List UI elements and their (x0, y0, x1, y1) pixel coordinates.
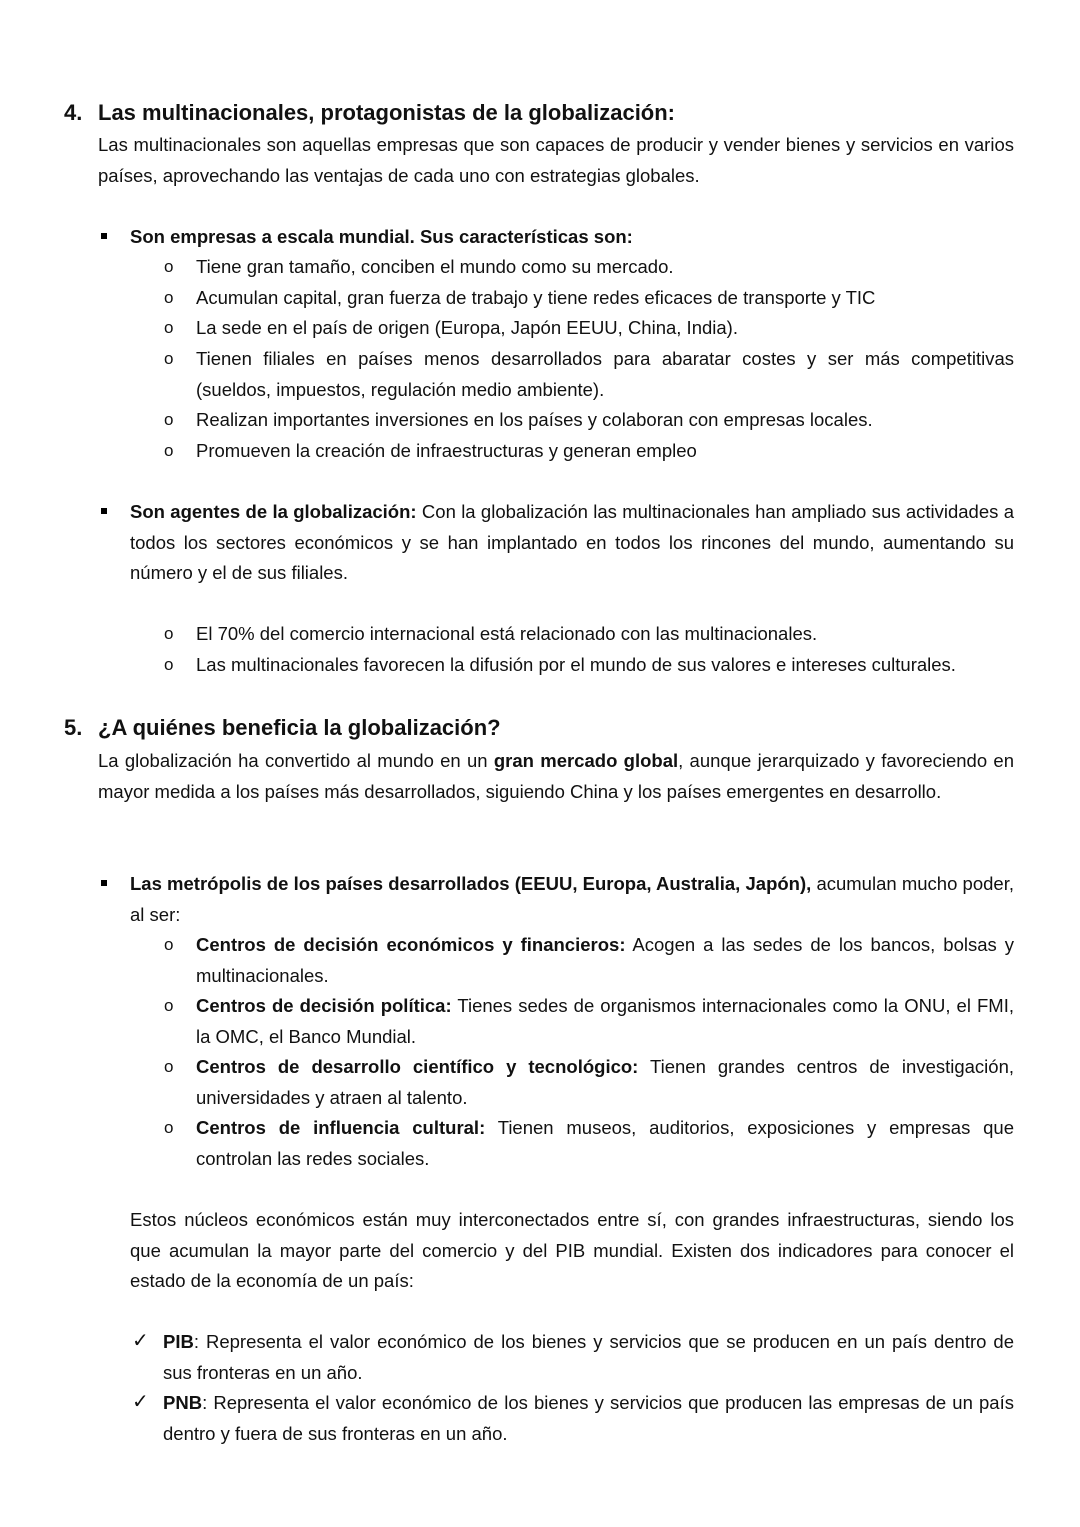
checkmark-icon: ✓ (132, 1391, 149, 1413)
section-5-intro (98, 746, 1014, 807)
list-item (196, 1052, 1014, 1113)
list-item (196, 1113, 1014, 1174)
item-term: Centros de decisión económicos y financieros: (196, 934, 626, 955)
item-text: Tienen museos, auditorios, exposiciones y empresas que controlan las redes sociales. (196, 1117, 1014, 1169)
closing-paragraph: Estos núcleos económicos están muy interconectados entre sí, con grandes infraestructuras, siendo los que acumulan la mayor parte del comercio y del PIB mundial. Existen dos indicadores para conocer el estado de la economía de un país: (130, 1209, 1014, 1291)
item-text: Tienen grandes centros de investigación, universidades y atraen al talento. (196, 1056, 1015, 1108)
indicator-text: : Representa el valor económico de los bienes y servicios que producen las empresas de un país dentro y fuera de sus fronteras en un año. (163, 1392, 1014, 1444)
section-number: 4. (64, 100, 83, 125)
list-item: Tiene gran tamaño, conciben el mundo como su mercado. (196, 256, 674, 277)
item-term: Centros de influencia cultural: (196, 1117, 486, 1138)
circle-bullet-icon: o (164, 318, 174, 337)
section-5-heading (64, 713, 501, 743)
circle-bullet-icon: o (164, 288, 174, 307)
circle-bullet-icon: o (164, 257, 174, 276)
list-item: El 70% del comercio internacional está relacionado con las multinacionales. (196, 623, 818, 644)
item-text: Tienes sedes de organismos internacionales como la ONU, el FMI, la OMC, el Banco Mundial. (196, 995, 1014, 1047)
indicator-text: : Representa el valor económico de los bienes y servicios que se producen en un país dentro de sus fronteras en un año. (163, 1331, 1014, 1383)
circle-bullet-icon: o (164, 1118, 174, 1137)
list-item: Realizan importantes inversiones en los países y colaboran con empresas locales. (196, 409, 873, 430)
item-text: Acogen a las sedes de los bancos, bolsas y multinacionales. (196, 934, 1014, 986)
section-4-intro: Las multinacionales son aquellas empresas que son capaces de producir y vender bienes y servicios en varios países, aprovechando las ventajas de cada uno con estrategias globales. (98, 134, 1014, 186)
square-bullet-icon (101, 233, 107, 239)
list-item (196, 930, 1014, 991)
square-bullet-icon (101, 508, 107, 514)
intro-text: La globalización ha convertido al mundo en un (98, 750, 494, 771)
circle-bullet-icon: o (164, 441, 174, 460)
circle-bullet-icon: o (164, 349, 174, 368)
bullet-text: Con la globalización las multinacionales han ampliado sus actividades a todos los sectores económicos y se han implantado en todos los rincones del mundo, aumentando su número y el de sus filiales. (130, 501, 1014, 583)
list-item: Promueven la creación de infraestructuras y generan empleo (196, 440, 697, 461)
circle-bullet-icon: o (164, 935, 174, 954)
bullet-paragraph (130, 869, 1014, 930)
item-term: Centros de desarrollo científico y tecnológico: (196, 1056, 639, 1077)
square-bullet-icon (101, 880, 107, 886)
item-term: Centros de decisión política: (196, 995, 452, 1016)
circle-bullet-icon: o (164, 996, 174, 1015)
section-number: 5. (64, 715, 83, 740)
bullet-lead: Las metrópolis de los países desarrollados (EEUU, Europa, Australia, Japón), (130, 873, 812, 894)
circle-bullet-icon: o (164, 410, 174, 429)
bullet-lead: Son agentes de la globalización: (130, 501, 417, 522)
indicator-term: PIB (163, 1331, 194, 1352)
indicator-term: PNB (163, 1392, 203, 1413)
circle-bullet-icon: o (164, 624, 174, 643)
list-item: Las multinacionales favorecen la difusión por el mundo de sus valores e intereses culturales. (196, 654, 956, 675)
circle-bullet-icon: o (164, 655, 174, 674)
section-title: Las multinacionales, protagonistas de la globalización: (98, 100, 676, 125)
circle-bullet-icon: o (164, 1057, 174, 1076)
bullet-lead: Son empresas a escala mundial. Sus características son: (130, 226, 633, 247)
indicator-item (163, 1388, 1014, 1449)
list-item: Tienen filiales en países menos desarrollados para abaratar costes y ser más competitivas (sueldos, impuestos, regulación medio ambiente). (196, 348, 1014, 400)
section-title: ¿A quiénes beneficia la globalización? (98, 715, 501, 740)
bullet-paragraph (130, 497, 1014, 589)
intro-text: , aunque jerarquizado y favoreciendo en mayor medida a los países más desarrollados, siguiendo China y los países emergentes en desarrollo. (98, 750, 1014, 802)
list-item: Acumulan capital, gran fuerza de trabajo y tiene redes eficaces de transporte y TIC (196, 287, 876, 308)
indicator-item (163, 1327, 1014, 1388)
bullet-text: acumulan mucho poder, al ser: (130, 873, 1014, 925)
list-item (196, 991, 1014, 1052)
section-4-heading (64, 98, 675, 128)
list-item: La sede en el país de origen (Europa, Japón EEUU, China, India). (196, 317, 738, 338)
intro-emphasis: gran mercado global (493, 750, 679, 771)
checkmark-icon: ✓ (132, 1330, 149, 1352)
